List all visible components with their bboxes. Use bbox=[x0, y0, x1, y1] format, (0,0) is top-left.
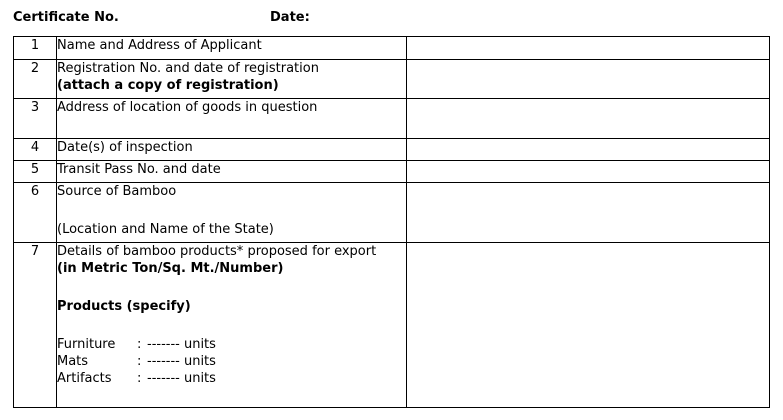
row-label-text: Name and Address of Applicant bbox=[57, 38, 262, 53]
product-value: ------- units bbox=[147, 371, 216, 386]
row-label bbox=[57, 139, 407, 161]
certificate-no-label: Certificate No. bbox=[13, 10, 119, 25]
row-label-text: Registration No. and date of registration bbox=[57, 61, 319, 76]
form-row bbox=[14, 183, 770, 243]
bamboo-products-field[interactable] bbox=[407, 243, 770, 408]
row-label-text: Transit Pass No. and date bbox=[57, 162, 221, 177]
inspection-date-field[interactable] bbox=[407, 139, 770, 161]
product-item bbox=[57, 370, 406, 387]
row-label bbox=[57, 99, 407, 139]
row-note: (attach a copy of registration) bbox=[57, 78, 279, 93]
row-label bbox=[57, 161, 407, 183]
row-number: 7 bbox=[14, 243, 57, 408]
row-label bbox=[57, 37, 407, 60]
row-number: 1 bbox=[14, 37, 57, 60]
product-item bbox=[57, 353, 406, 370]
product-separator: : bbox=[137, 354, 142, 369]
form-row bbox=[14, 139, 770, 161]
product-name: Mats bbox=[57, 354, 89, 369]
product-separator: : bbox=[137, 371, 142, 386]
row-label-text: Date(s) of inspection bbox=[57, 140, 193, 155]
row-label-text: Source of Bamboo bbox=[57, 184, 177, 199]
form-row bbox=[14, 60, 770, 99]
form-row bbox=[14, 99, 770, 139]
registration-field[interactable] bbox=[407, 60, 770, 99]
row-label bbox=[57, 243, 407, 408]
product-name: Artifacts bbox=[57, 371, 112, 386]
form-row bbox=[14, 161, 770, 183]
row-note: (in Metric Ton/Sq. Mt./Number) bbox=[57, 261, 284, 276]
form-row bbox=[14, 37, 770, 60]
date-label: Date: bbox=[270, 10, 310, 25]
row-number: 6 bbox=[14, 183, 57, 243]
row-note: (Location and Name of the State) bbox=[57, 222, 274, 237]
product-name: Furniture bbox=[57, 337, 116, 352]
goods-location-field[interactable] bbox=[407, 99, 770, 139]
application-form-table bbox=[13, 36, 770, 408]
product-value: ------- units bbox=[147, 354, 216, 369]
product-separator: : bbox=[137, 337, 142, 352]
row-number: 5 bbox=[14, 161, 57, 183]
row-label-text: Address of location of goods in question bbox=[57, 100, 318, 115]
transit-pass-field[interactable] bbox=[407, 161, 770, 183]
row-label-text: Details of bamboo products* proposed for export bbox=[57, 244, 377, 259]
bamboo-source-field[interactable] bbox=[407, 183, 770, 243]
products-subheading: Products (specify) bbox=[57, 299, 191, 314]
product-value: ------- units bbox=[147, 337, 216, 352]
row-number: 4 bbox=[14, 139, 57, 161]
row-number: 3 bbox=[14, 99, 57, 139]
product-item bbox=[57, 336, 406, 353]
applicant-name-address-field[interactable] bbox=[407, 37, 770, 60]
row-number: 2 bbox=[14, 60, 57, 99]
row-label bbox=[57, 183, 407, 243]
form-row bbox=[14, 243, 770, 408]
row-label bbox=[57, 60, 407, 99]
